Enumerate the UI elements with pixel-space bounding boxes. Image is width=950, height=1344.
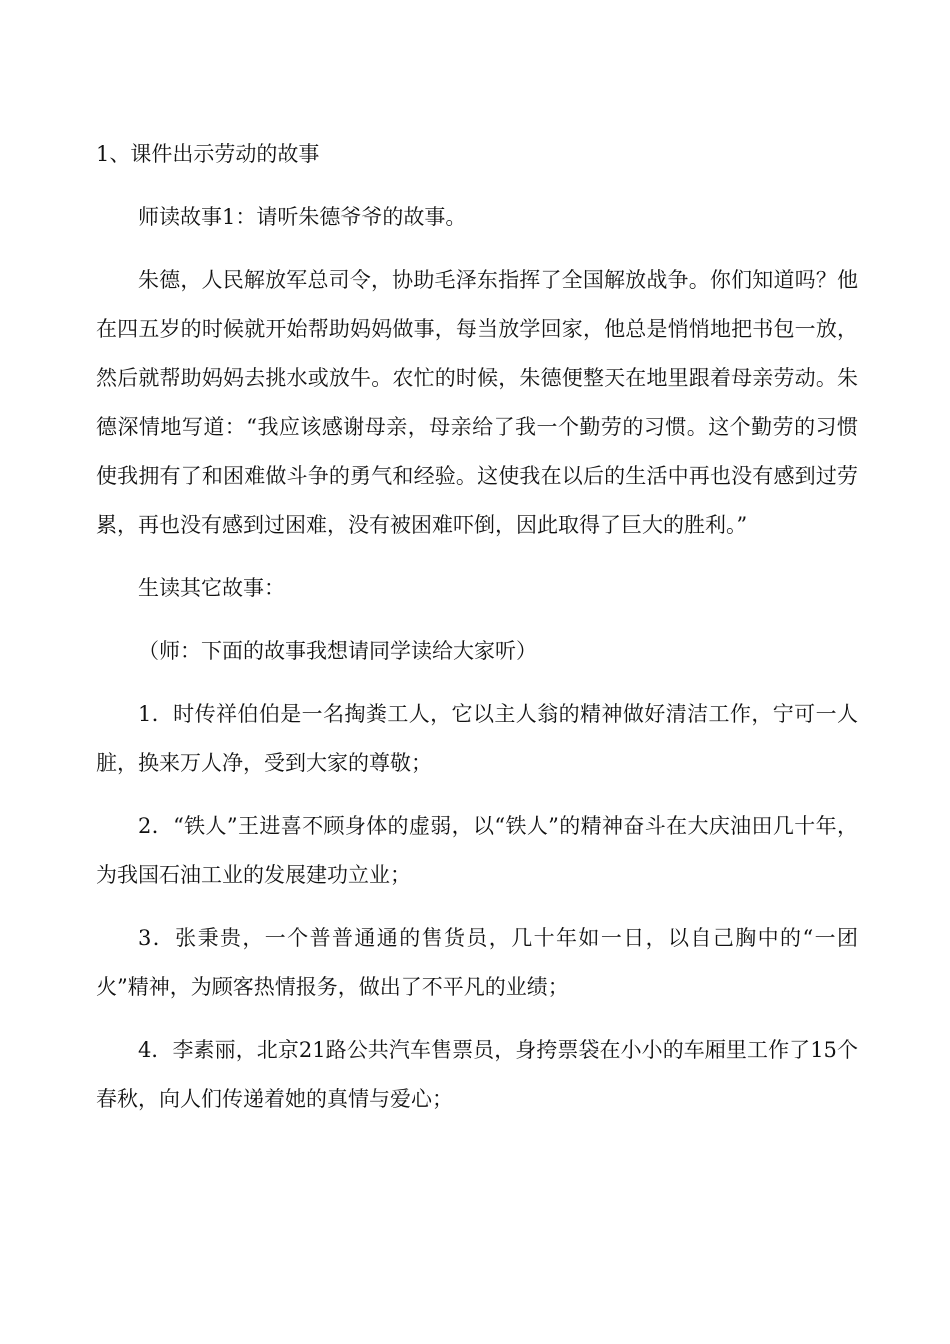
list-item-story-1: 1．时传祥伯伯是一名掏粪工人，它以主人翁的精神做好清洁工作，宁可一人脏，换来万人净，受到大家的尊敬；: [96, 702, 858, 775]
document-body: [96, 130, 858, 1138]
section-heading: 1、课件出示劳动的故事: [96, 142, 320, 166]
list-item-story-3: 3．张秉贵，一个普普通通的售货员，几十年如一日，以自己胸中的“一团火”精神，为顾客热情报务，做出了不平凡的业绩；: [96, 926, 858, 999]
list-item-story-2: 2．“铁人”王进喜不顾身体的虚弱，以“铁人”的精神奋斗在大庆油田几十年，为我国石油工业的发展建功立业；: [96, 814, 858, 887]
paragraph-zhude-story: 朱德，人民解放军总司令，协助毛泽东指挥了全国解放战争。你们知道吗？他在四五岁的时候就开始帮助妈妈做事，每当放学回家，他总是悄悄地把书包一放，然后就帮助妈妈去挑水或放牛。农忙的时候，朱德便整天在地里跟着母亲劳动。朱德深情地写道：“我应该感谢母亲，母亲给了我一个勤劳的习惯。这个勤劳的习惯使我拥有了和困难做斗争的勇气和经验。这使我在以后的生活中再也没有感到过劳累，再也没有感到过困难，没有被困难吓倒，因此取得了巨大的胜利。”: [96, 268, 858, 537]
list-item-story-4: 4．李素丽，北京21路公共汽车售票员，身挎票袋在小小的车厢里工作了15个春秋，向人们传递着她的真情与爱心；: [96, 1038, 858, 1111]
paragraph-students-read: 生读其它故事：: [138, 576, 285, 600]
paragraph-teacher-reads: 师读故事1：请听朱德爷爷的故事。: [138, 205, 467, 229]
paragraph-teacher-note: （师：下面的故事我想请同学读给大家听）: [138, 639, 537, 663]
